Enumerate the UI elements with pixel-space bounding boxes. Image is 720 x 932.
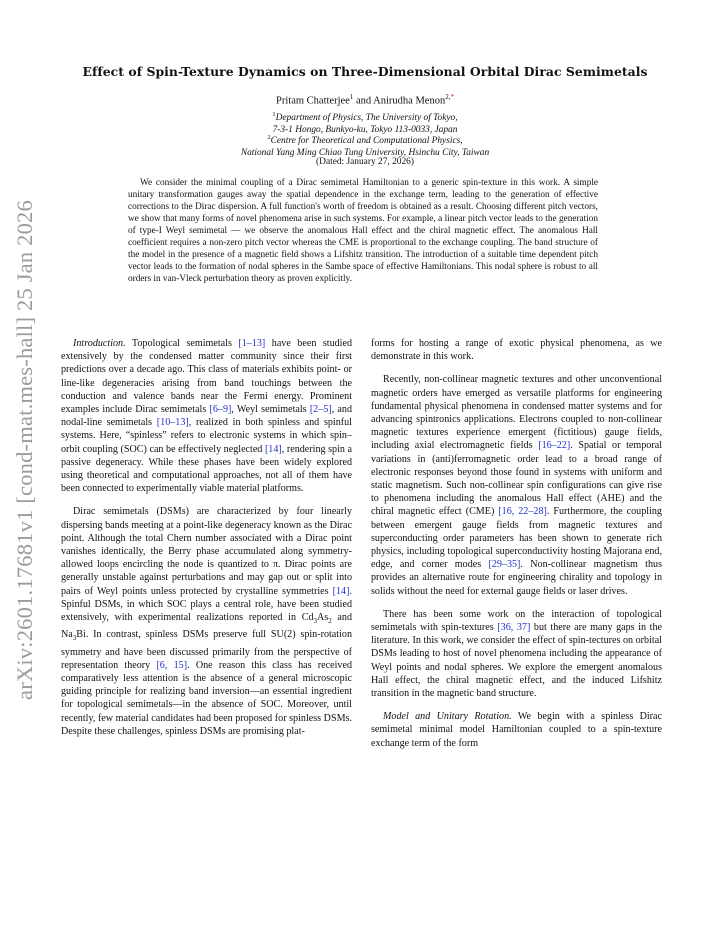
corresponding-author-link[interactable]: *	[450, 93, 454, 101]
affiliation-2	[60, 132, 670, 159]
affiliation-line: Centre for Theoretical and Computational Physics,	[270, 136, 463, 147]
citation-link[interactable]: [29–35]	[488, 559, 521, 571]
abstract: We consider the minimal coupling of a Dirac semimetal Hamiltonian to a generic spin-texture in this work. A simple unitary transformation gauges away the spatial dependence in the exchange term, leading to the generation of effective corrections to the Dirac dispersion. A full function's worth of freedom is obtained as a result. Choosing different pitch vectors, we show that many forms of novel phenomena arise in such systems. For example, a linear pitch vector leads to the generation of type-I Weyl semimetal — we observe the anomalous Hall effect and the chiral magnetic effect. The anomalous Hall coefficient requires a non-zero pitch vector whereas the CME is proportional to the exchange coupling. The band structure of the model in the presence of a magnetic field shows a Lifshitz transition. The introduction of a suitable time dependent pitch vector leads to the formation of nodal spheres in the Sambe space of effective Hamiltonians. This nodal sphere is robust to all orders in van-Vleck perturbation theory as proven explicitly.	[128, 178, 598, 284]
text-run: Dirac semimetals (DSMs) are characterized by four linearly dispersing bands meeting at a point-like degeneracy known as the Dirac point. Although the total Chern number associated with a Dirac point vanishes identically, the Berry phase accumulated along symmetry-allowed loops encircling the node is quantized to π. Dirac points are generally unstable against perturbations and may gap out or split into pairs of Weyl points unless protected by crystalline symmetries	[61, 506, 352, 597]
paper-title: Effect of Spin-Texture Dynamics on Three-Dimensional Orbital Dirac Semimetals	[82, 64, 648, 79]
arxiv-watermark	[10, 200, 40, 700]
right-column	[371, 337, 662, 760]
text-run: . Spinful DSMs, in which SOC plays a central role, have been studied extensively, with experimental realizations reported in Cd	[61, 585, 352, 624]
section-label: Model and Unitary Rotation.	[383, 711, 512, 723]
citation-link[interactable]: [1–13]	[238, 338, 266, 349]
date-line: (Dated: January 27, 2026)	[316, 157, 414, 167]
citation-link[interactable]: [16, 22–28]	[498, 506, 547, 518]
citation-link[interactable]: [14]	[264, 443, 282, 455]
text-run: . One reason this class has received comparatively less attention is the absence of a general microscopic guiding principle for realizing band inversion—an essential ingredient for topological semimetals—in the absence of SOC. Moreover, until recently, few material candidates had been proposed for spinless DSMs. Despite these challenges, spinless DSMs are promising plat-	[61, 659, 352, 737]
affiliation-line: 7-3-1 Hongo, Bunkyo-ku, Tokyo 113-0033, Japan	[272, 124, 458, 135]
arxiv-identifier: arXiv:2601.17681v1 [cond-mat.mes-hall] 25 Jan 2026	[12, 200, 37, 700]
subscript: 3	[72, 634, 77, 643]
text-run: but there are many gaps in the literature. In this work, we consider the effect of spin-tectures on orbital DSMs leading to host of novel phenomena including the appearance of Weyl points and nodal spheres. We explore the emergent anomalous Hall effect, the chiral magnetic effect, and the induced Lifshitz transition in the magnetic band structure.	[371, 622, 662, 700]
affiliation-line: Department of Physics, The University of Tokyo,	[275, 113, 458, 124]
citation-link[interactable]: [2–5]	[309, 404, 332, 416]
author-name: Anirudha Menon	[373, 95, 446, 107]
text-run: , Weyl semimetals	[231, 404, 310, 416]
text-run: . Non-collinear magnetism thus provides an alternative route for engineering chirality and topology in solids without the need for external gauge fields or laser drives.	[371, 559, 662, 597]
citation-link[interactable]: [6, 15]	[156, 659, 188, 671]
subscript: 2	[328, 617, 332, 626]
citation-link[interactable]: [14]	[332, 585, 350, 597]
citation-link[interactable]: [10–13]	[156, 417, 189, 429]
citation-link[interactable]: [6–9]	[209, 404, 232, 416]
paragraph: forms for hosting a range of exotic physical phenomena, as we demonstrate in this work.	[371, 338, 662, 363]
author-list	[60, 93, 670, 107]
text-run: , and nodal-line semimetals	[61, 404, 352, 429]
paragraph	[371, 710, 662, 750]
paragraph	[371, 373, 662, 597]
paragraph	[61, 337, 352, 495]
citation-link[interactable]: [16–22]	[538, 440, 571, 452]
affiliation-number: 1	[272, 111, 276, 118]
text-run: As	[317, 612, 329, 624]
affiliation-marker: 1	[349, 93, 354, 101]
paragraph	[61, 505, 352, 737]
author-conjunction: and	[355, 95, 372, 107]
citation-link[interactable]: [36, 37]	[497, 622, 531, 634]
text-run: , realized in both spinless and spinful systems. Here, “spinless” refers to electronic systems in which spin–orbit coupling (SOC) can be effectively neglected	[61, 417, 352, 455]
left-column	[61, 337, 352, 748]
text-run: . Spatial or temporal variations in (anti)ferromagnetic order lead to a broad range of electronic responses beyond those found in systems with uniform and static magnetism. Such non-collinear spin configurations can give rise to phenomena including the anomalous Hall effect (AHE) and the chiral magnetic effect (CME)	[371, 440, 662, 518]
author-name: Pritam Chatterjee	[276, 95, 350, 107]
text-run: and Na	[61, 612, 352, 641]
text-run: , rendering spin a passive degeneracy. While these phases have been widely explored using theoretical and computational approaches, not all of them have been connected to experimentally viable material platforms.	[61, 443, 352, 495]
text-run: . Furthermore, the coupling between emergent gauge fields from magnetic textures and superconducting order parameters has been shown to generate rich physics, including topological superconductivity hosting Majorana end, edge, and corner modes	[371, 506, 662, 571]
subscript: 3	[313, 617, 317, 626]
affiliation-line: National Yang Ming Chiao Tung University, Hsinchu City, Taiwan	[240, 147, 490, 158]
paragraph	[371, 608, 662, 700]
text-run: have been studied extensively by the condensed matter community since their first predictions over a decade ago. This class of materials exhibits point- or line-like degeneracies arising from band touchings between the conduction and valence bands near the Fermi energy. Prominent examples include Dirac semimetals	[61, 338, 352, 416]
text-run: Bi. In contrast, spinless DSMs preserve full SU(2) spin-rotation symmetry and have been discussed primarily from the perspective of representation theory	[61, 629, 352, 671]
affiliation-marker: 2,	[445, 93, 451, 101]
text-run: Topological semimetals	[125, 338, 239, 349]
affiliation-number: 2	[267, 134, 271, 141]
section-label: Introduction.	[73, 338, 126, 349]
text-run: We begin with a spinless Dirac semimetal minimal model Hamiltonian coupled to a spin-texture exchange term of the form	[371, 711, 663, 749]
text-run: There has been some work on the interaction of topological semimetals with spin-textures	[371, 608, 662, 634]
text-run: Recently, non-collinear magnetic textures and other unconventional magnetic orders have emerged as versatile platforms for engineering fundamental physical phenomena in condensed matter systems and for advancing spintronics applications. Electrons coupled to non-collinear magnetic textures experience emergent (fictitious) gauge fields, including axial electromagnetic fields	[371, 374, 662, 452]
